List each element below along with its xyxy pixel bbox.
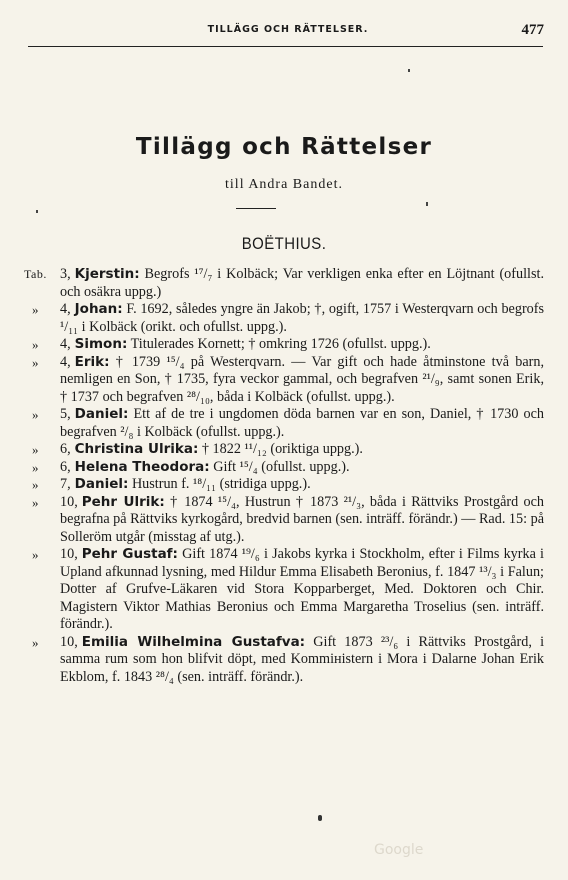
entry [32, 476, 544, 494]
entry [24, 266, 544, 301]
entry-mark: » [32, 354, 39, 370]
page-title: Tillägg och Rättelser [135, 134, 433, 160]
entry-body: Begrofs ¹⁷/₇ i Kolbäck; Var verkligen enka efter en Löjtnant (ofullst. och osäkra uppg.) [60, 266, 544, 300]
entry-mark: » [32, 442, 39, 457]
entry-mark: » [32, 302, 39, 317]
entry-body: F. 1692, således yngre än Jakob; †, ogift, 1757 i Westerqvarn och begrofs ¹/₁₁ i Kolbäck (orikt. och ofullst. uppg.). [60, 301, 545, 335]
entry-text [60, 634, 544, 687]
entry-text [60, 546, 544, 634]
entry [32, 546, 544, 634]
entry-mark: Tab. [24, 267, 47, 281]
running-title: TILLÄGG OCH RÄTTELSER. [207, 24, 369, 35]
header-rule [28, 46, 543, 47]
entry [32, 301, 544, 336]
entry-body: Titulerades Kornett; † omkring 1726 (ofullst. uppg.). [130, 336, 431, 352]
entry-name: Helena Theodora: [74, 458, 210, 475]
entry-mark: » [32, 459, 39, 475]
entry-name: Emilia Wilhelmina Gustafva: [81, 633, 306, 650]
entries-list [24, 266, 545, 686]
entry [32, 634, 544, 687]
watermark: Google [374, 842, 424, 858]
entry-number: 5, [60, 406, 71, 422]
entry-mark: » [32, 407, 39, 422]
entry-number: 10, [60, 633, 78, 650]
entry-number: 4, [60, 353, 71, 370]
entry-body: Hustrun f. ¹⁸/₁₁ (stridiga uppg.). [131, 476, 311, 492]
entry-mark: » [32, 477, 39, 492]
entry [32, 441, 544, 459]
entry-name: Kjerstin: [74, 266, 140, 282]
entry-text [60, 494, 544, 547]
entry [32, 459, 544, 477]
entry [32, 336, 544, 354]
entry-body: † 1874 ¹⁵/₄, Hustrun † 1873 ²¹/₃, båda i Rättviks Prostgård och begrafna på Rättviks kyrkogård, bredvid barnen (sen. inträff. förändr.) — Rad. 15: på Solleröm utgår (misstag af utg.). [60, 493, 544, 545]
entry-text [60, 476, 544, 494]
entry-number: 10, [60, 493, 78, 510]
entry-body: Gift ¹⁵/₄ (ofullst. uppg.). [213, 458, 350, 475]
entry-text [60, 354, 544, 407]
entry-number: 10, [60, 546, 78, 562]
entry-body: Ett af de tre i ungdomen döda barnen var en son, Daniel, † 1730 och begrafven ²/₈ i Kolbäck (ofullst. uppg.). [60, 406, 544, 440]
entry-text [60, 266, 544, 301]
entry-number: 6, [60, 458, 71, 475]
entry-number: 3, [60, 266, 71, 282]
entry-body: Gift 1873 ²³/₆ i Rättviks Prostgård, i samma rum som hon blifvit döpt, med Kommінistern i Mora i Dalarne Johan Erik Ekblom, f. 1843 ²⁸/₄ (sen. inträff. förändr.). [60, 633, 545, 685]
entry-body: † 1739 ¹⁵/₄ på Westerqvarn. — Var gift och hade åtminstone två barn, nemligen en Son, † 1735, fyra veckor gammal, och begrafven ²¹/₉, samt sonen Erik, † 1737 och begrafven ²⁸/₁₀, båda i Kolbäck (ofullst. uppg.). [60, 353, 544, 405]
page-number: 477 [521, 22, 544, 38]
entry-name: Daniel: [74, 406, 129, 422]
entry-body: Gift 1874 ¹⁹/₆ i Jakobs kyrka i Stockholm, efter i Films kyrka i Upland afkunnad lysning, med Hildur Emma Elisabeth Beronius, f. 1847 ¹³/₃ i Falun; Dotter af Grufve-Läkaren vid Stora Kopparberget, Med. Doktoren och Chir. Magistern Viktor Mathias Beronius och Emma Margaretha Troselius (sen. inträff. förändr.). [60, 546, 544, 632]
entry-mark: » [32, 337, 39, 352]
entry-mark: » [32, 494, 39, 510]
entry-mark: » [32, 547, 39, 562]
entry-name: Simon: [74, 336, 128, 352]
entry [32, 494, 544, 547]
entry-name: Johan: [74, 301, 123, 317]
running-head [28, 22, 548, 42]
entry-text [60, 406, 544, 441]
entry [32, 406, 544, 441]
entry-name: Erik: [74, 353, 110, 370]
entry-text [60, 441, 544, 459]
ink-speck [408, 69, 410, 72]
entry-name: Christina Ulrika: [74, 441, 199, 457]
title-divider [236, 208, 276, 209]
entry-text [60, 459, 544, 477]
ink-speck [426, 202, 428, 206]
entry-name: Daniel: [74, 476, 129, 492]
entry [32, 354, 544, 407]
entry-name: Pehr Gustaf: [81, 546, 178, 562]
entry-text [60, 336, 544, 354]
ink-speck [36, 210, 38, 213]
section-heading: BOËTHIUS. [241, 234, 327, 253]
entry-mark: » [32, 634, 39, 650]
page-subtitle: till Andra Bandet. [225, 177, 343, 192]
entry-number: 4, [60, 336, 71, 352]
entry-number: 6, [60, 441, 71, 457]
entry-number: 4, [60, 301, 71, 317]
entry-number: 7, [60, 476, 71, 492]
entry-text [60, 301, 544, 336]
entry-body: † 1822 ¹¹/₁₂ (oriktiga uppg.). [201, 441, 363, 457]
ink-dot [318, 815, 322, 821]
entry-name: Pehr Ulrik: [81, 493, 165, 510]
